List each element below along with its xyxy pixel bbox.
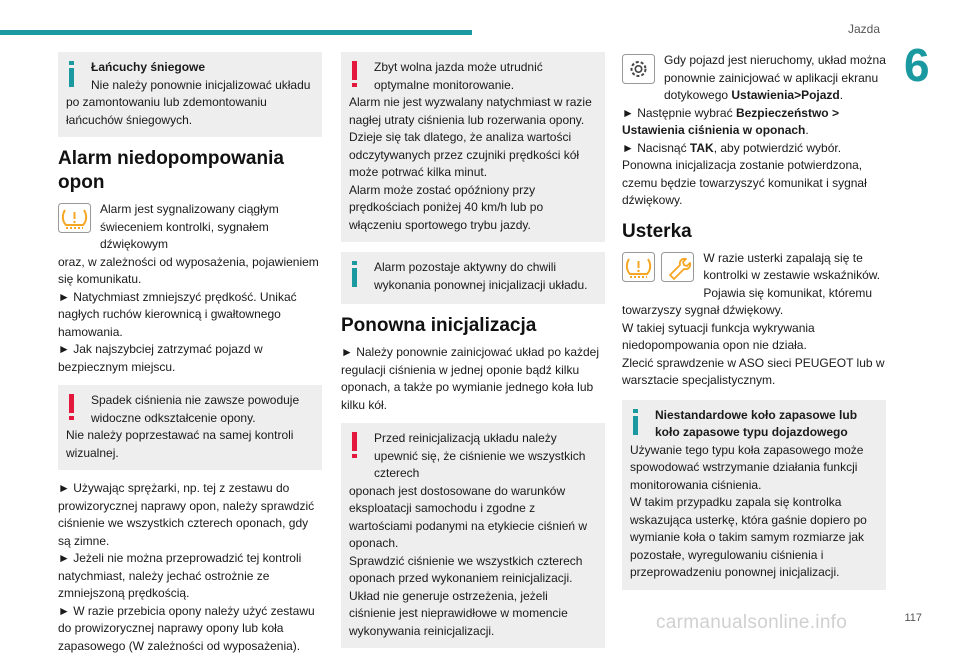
warning-box bbox=[341, 423, 605, 648]
warning-text: Alarm może zostać opóźniony przy prędkościach poniżej 40 km/h lub po włączeniu sportowego trybu jazdy. bbox=[349, 182, 544, 232]
warning-text: Alarm nie jest wyzwalany natychmiast w razie nagłej utraty ciśnienia lub rozerwania opony. bbox=[349, 95, 592, 127]
menu-path: Bezpieczeństwo > Ustawienia ciśnienia w oponach bbox=[622, 105, 839, 137]
info-box-text: Alarm pozostaje aktywny do chwili wykonania ponownej inicjalizacji układu. bbox=[374, 260, 588, 292]
wrench-service-icon bbox=[661, 252, 694, 288]
instruction-step: ► Należy ponownie zainicjować układ po każdej regulacji ciśnienia w jednej oponie bądź kilku oponach, a także po wymianie jednego koła lub kilku kół. bbox=[341, 345, 600, 412]
paragraph: Gdy pojazd jest nieruchomy, układ można ponownie zainicjować w aplikacji ekranu bbox=[664, 53, 886, 85]
icon-group bbox=[622, 54, 658, 90]
paragraph: Zlecić sprawdzenie w ASO sieci PEUGEOT lub w warsztacie specjalistycznym. bbox=[622, 355, 885, 387]
section-heading: Usterka bbox=[622, 220, 692, 242]
column-3 bbox=[622, 52, 886, 600]
info-box-text: Nie należy ponownie inicjalizować układu bbox=[91, 77, 311, 92]
info-box bbox=[341, 252, 605, 304]
paragraph: Pojawia się komunikat, któremu towarzyszy sygnał dźwiękowy. bbox=[622, 285, 873, 317]
running-header: Jazda bbox=[847, 22, 880, 36]
chapter-number: 6 bbox=[904, 39, 930, 91]
instruction-step: ► Następnie wybrać Bezpieczeństwo > Ustawienia ciśnienia w oponach. bbox=[622, 105, 839, 137]
instruction-step: ► W razie przebicia opony należy użyć zestawu do prowizorycznej naprawy opony lub koła zapasowego (W zależności od wyposażenia). bbox=[58, 603, 315, 653]
paragraph: W razie usterki zapalają się te kontrolki w zestawie wskaźników. bbox=[703, 250, 881, 282]
instruction-step: ► Jak najszybciej zatrzymać pojazd w bezpiecznym miejscu. bbox=[58, 342, 263, 374]
info-icon bbox=[69, 61, 74, 87]
instruction-step: ► Używając sprężarki, np. tej z zestawu do prowizorycznej naprawy opon, należy sprawdzić ciśnienie we wszystkich czterech oponach, gdy są zimne. bbox=[58, 481, 315, 548]
menu-path: Ustawienia>Pojazd bbox=[731, 88, 840, 102]
warning-text: Spadek ciśnienia nie zawsze powoduje widoczne odkształcenie opony. bbox=[91, 393, 300, 425]
page-number: 117 bbox=[904, 612, 922, 624]
info-box-text: Używanie tego typu koła zapasowego może spowodować wstrzymanie działania funkcji monitorowania ciśnienia. bbox=[630, 442, 864, 492]
icon-group bbox=[58, 203, 94, 239]
paragraph: dotykowego Ustawienia>Pojazd. bbox=[664, 88, 844, 102]
warning-text: Nie należy poprzestawać na samej kontroli wizualnej. bbox=[66, 428, 294, 460]
warning-icon bbox=[352, 432, 357, 458]
warning-box bbox=[58, 385, 322, 470]
info-box-text: po zamontowaniu lub zdemontowaniu łańcuchów śniegowych. bbox=[66, 95, 267, 127]
tyre-pressure-warning-icon bbox=[622, 252, 655, 288]
info-icon bbox=[633, 409, 638, 435]
warning-box bbox=[341, 52, 605, 242]
paragraph: W takiej sytuacji funkcja wykrywania niedopompowania opon nie działa. bbox=[622, 320, 815, 352]
instruction-step: ► Natychmiast zmniejszyć prędkość. Unikać nagłych ruchów kierownicą i gwałtownego hamowania. bbox=[58, 289, 297, 339]
tyre-pressure-warning-icon bbox=[58, 203, 91, 239]
info-box-text: W takim przypadku zapala się kontrolka wskazująca usterkę, która gaśnie dopiero po wymianie koła o takim samym rozmiarze jak pozostałe, wyregulowaniu ciśnienia i przeprowadzeniu ponownej inicjalizacji. bbox=[630, 495, 867, 579]
warning-icon bbox=[69, 394, 74, 420]
column-1 bbox=[58, 52, 322, 655]
warning-text: Układ nie generuje ostrzeżenia, jeżeli ciśnienie jest nieprawidłowe w momencie wykonywania reinicjalizacji. bbox=[349, 588, 568, 638]
warning-text: Zbyt wolna jazda może utrudnić optymalne monitorowanie. bbox=[374, 60, 543, 92]
paragraph: Alarm jest sygnalizowany ciągłym świeceniem kontrolki, sygnałem dźwiękowym bbox=[100, 202, 279, 251]
info-box-spare-wheel bbox=[622, 400, 886, 590]
info-box-title: Niestandardowe koło zapasowe lub koło zapasowe typu dojazdowego bbox=[655, 407, 858, 439]
paragraph: oraz, w zależności od wyposażenia, pojawieniem się komunikatu. bbox=[58, 254, 319, 286]
button-label: TAK bbox=[689, 140, 714, 155]
column-2 bbox=[341, 52, 605, 658]
header-accent-bar bbox=[0, 30, 472, 35]
icon-group bbox=[622, 252, 697, 288]
watermark: carmanualsonline.info bbox=[656, 612, 848, 633]
paragraph: Ponowna inicjalizacja zostanie potwierdzona, czemu będzie towarzyszyć komunikat i sygnał dźwiękowy. bbox=[622, 158, 867, 207]
section-heading: Alarm niedopompowania opon bbox=[58, 148, 284, 193]
instruction-step: ► Jeżeli nie można przeprowadzić tej kontroli natychmiast, należy jechać ostrożnie ze zmniejszoną prędkością. bbox=[58, 551, 302, 600]
info-box-snow-chains bbox=[58, 52, 322, 137]
warning-text: Dzieje się tak dlatego, że analiza wartości odczytywanych przez czujniki prędkości kół może potrwać kilka minut. bbox=[349, 130, 580, 179]
info-box-title: Łańcuchy śniegowe bbox=[91, 60, 206, 74]
info-icon bbox=[352, 261, 357, 287]
instruction-step: ► Nacisnąć TAK, aby potwierdzić wybór. bbox=[622, 140, 842, 155]
warning-text: Sprawdzić ciśnienie we wszystkich czterech oponach przed wykonaniem reinicjalizacji. bbox=[349, 553, 583, 585]
warning-text: oponach jest dostosowane do warunków eksploatacji samochodu i zgodne z wartościami podanymi na etykiecie ciśnień w oponach. bbox=[349, 483, 588, 550]
section-heading: Ponowna inicjalizacja bbox=[341, 315, 537, 336]
settings-gear-icon bbox=[622, 54, 655, 90]
warning-icon bbox=[352, 61, 357, 87]
warning-text: Przed reinicjalizacją układu należy upewnić się, że ciśnienie we wszystkich czterech bbox=[374, 431, 586, 480]
